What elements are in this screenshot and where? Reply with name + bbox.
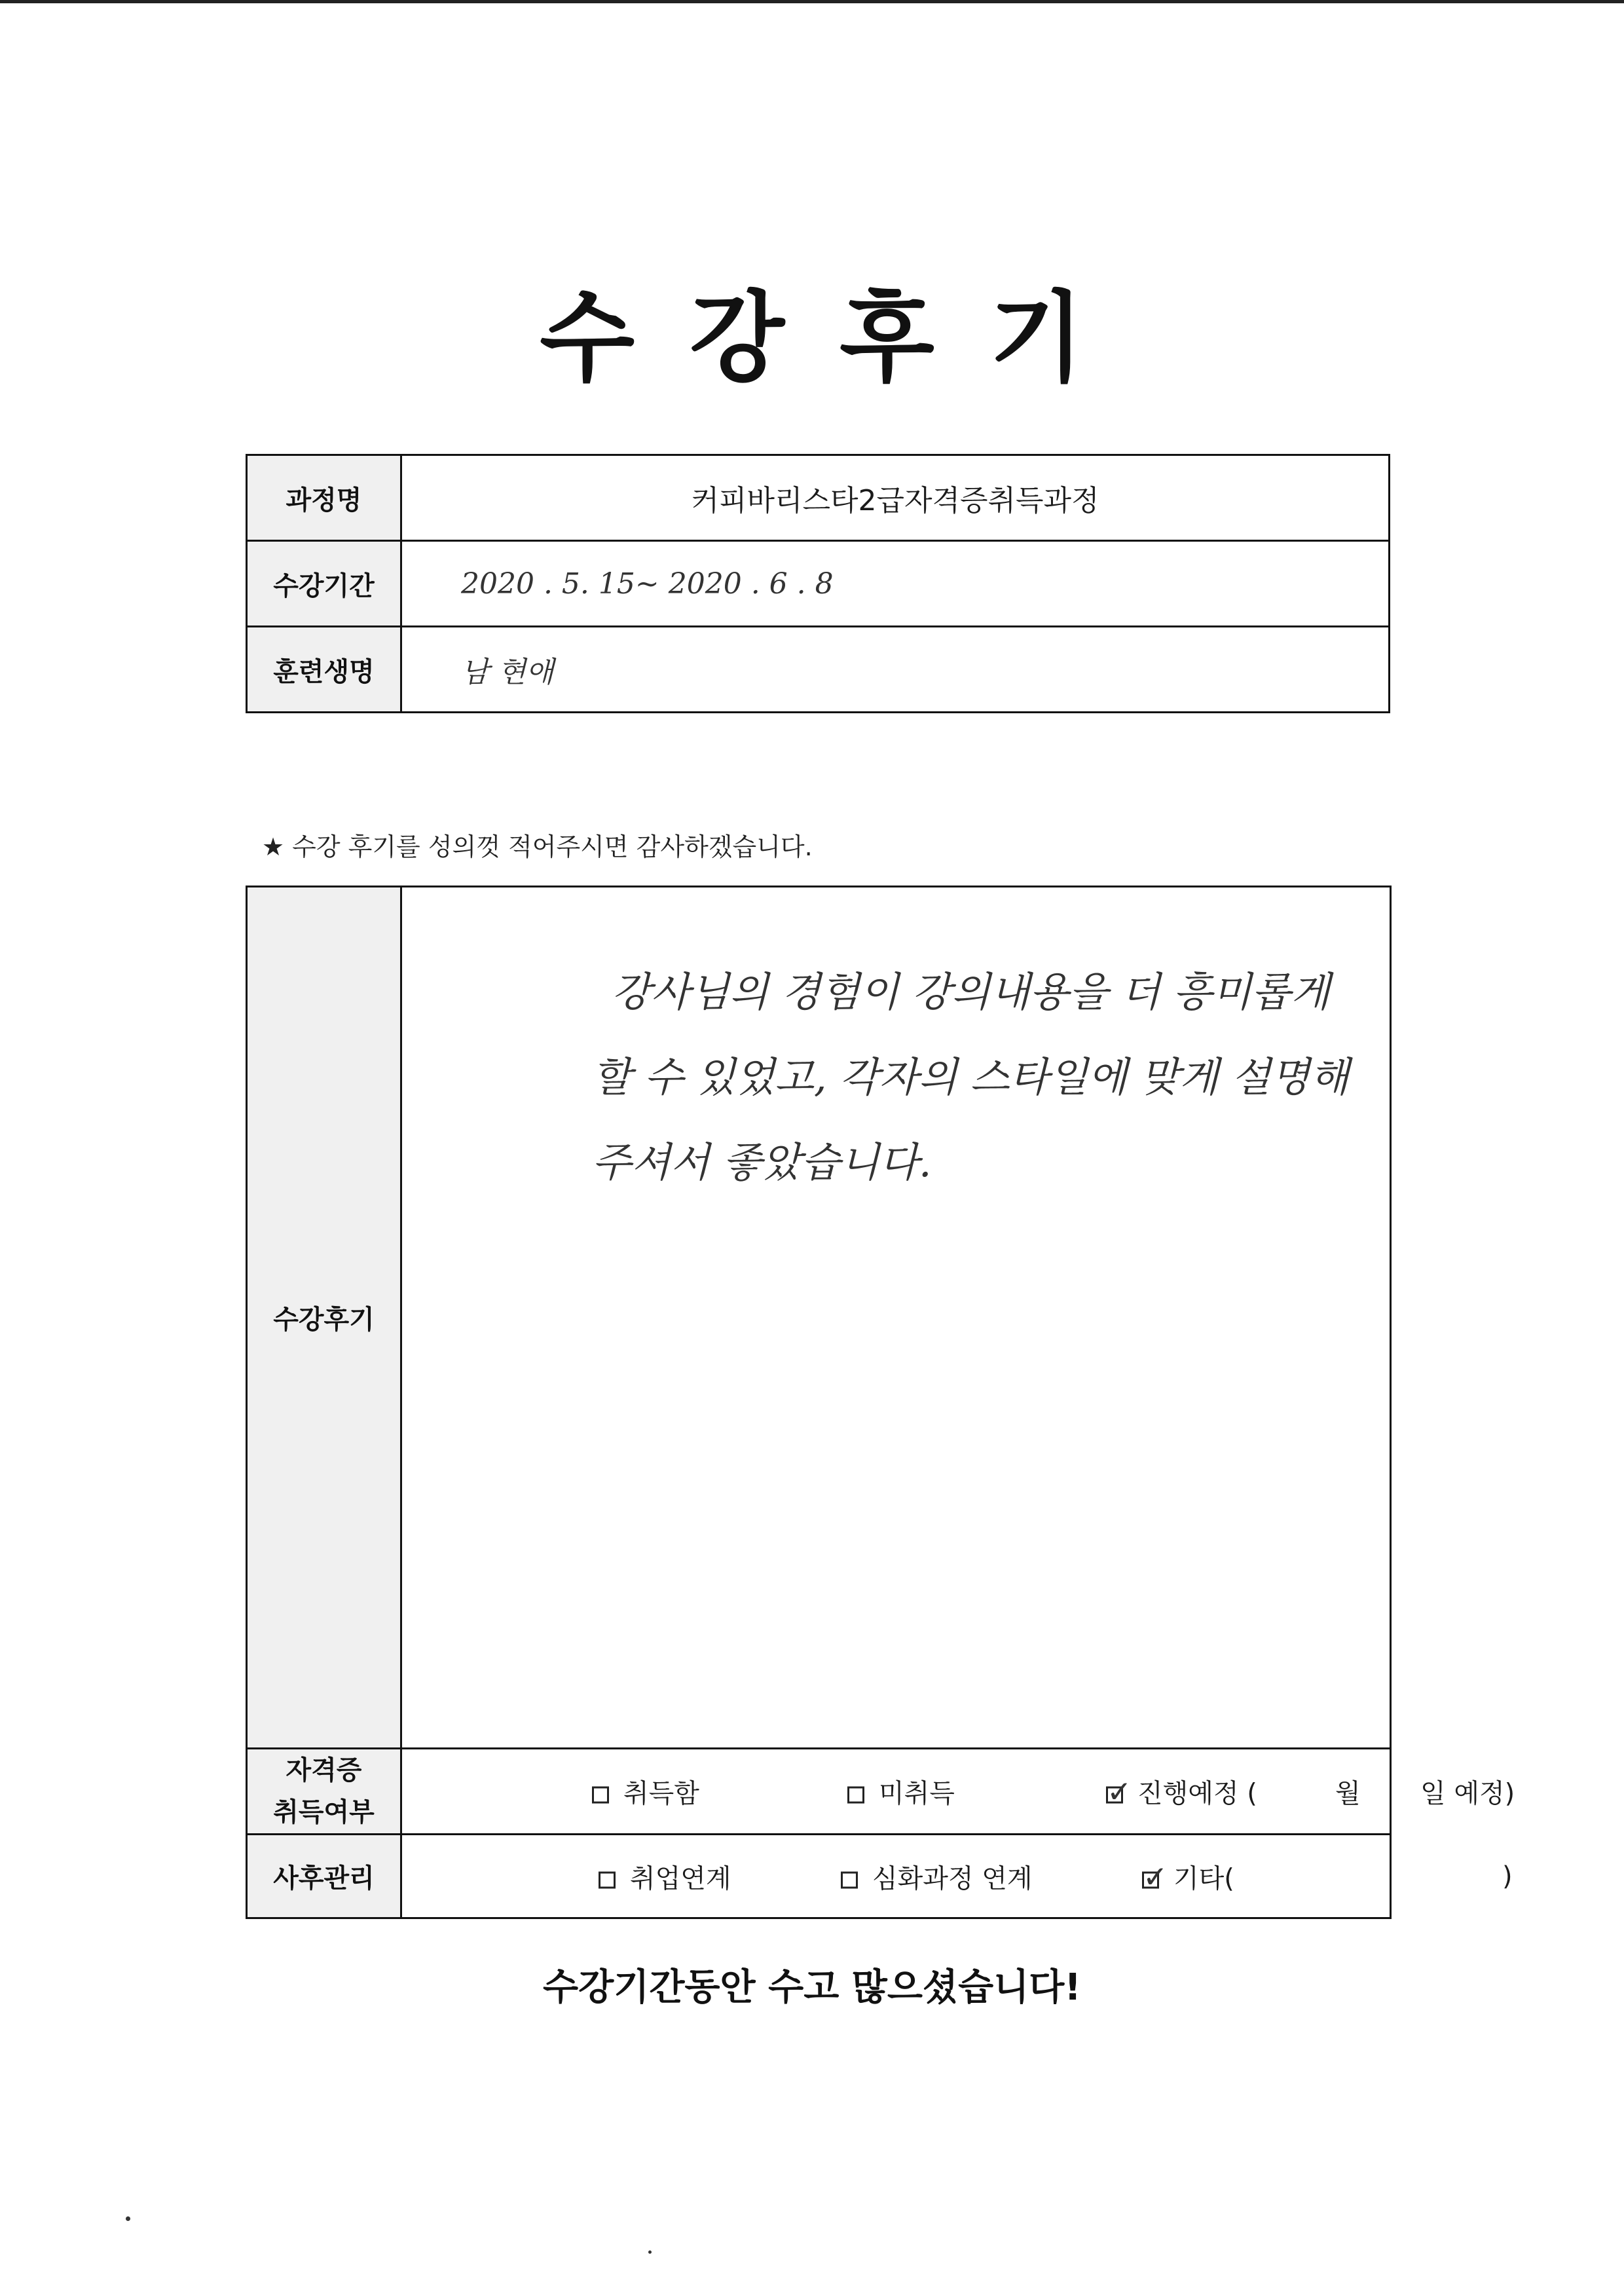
trainee-label: 훈련생명 (247, 627, 401, 713)
review-row (247, 887, 1391, 1749)
other-close-paren: ) (1502, 1861, 1513, 1892)
review-line: 주셔서 좋았습니다. (592, 1138, 932, 1186)
cert-option-label: 진행예정 ( (1137, 1778, 1257, 1809)
certification-options (401, 1749, 1515, 1835)
closing-message: 수강기간동안 수고 많으셨습니다! (543, 1966, 1081, 2009)
certification-label-line: 자격증 (286, 1755, 362, 1785)
cert-option-label: 미취득 (879, 1778, 955, 1809)
followup-option-label: 기타( (1173, 1863, 1234, 1894)
followup-options (401, 1835, 1513, 1918)
day-scheduled-text: 일 예정) (1420, 1778, 1515, 1809)
trainee-row (247, 627, 1390, 713)
cert-option-scheduled[interactable] (1106, 1773, 1257, 1810)
cert-option-acquired[interactable] (592, 1773, 699, 1810)
review-label: 수강후기 (247, 887, 401, 1749)
certification-label (247, 1749, 401, 1835)
followup-label: 사후관리 (247, 1835, 401, 1918)
course-row (247, 455, 1390, 541)
followup-row (247, 1835, 1391, 1918)
scan-speck (126, 2216, 130, 2221)
certification-row (247, 1749, 1391, 1835)
title-char: 기 (989, 282, 1084, 396)
month-text: 월 (1335, 1778, 1361, 1809)
checkbox-icon[interactable] (592, 1787, 609, 1804)
period-label: 수강기간 (247, 541, 401, 627)
instruction-note: ★ 수강 후기를 성의껏 적어주시면 감사하겠습니다. (262, 832, 813, 861)
followup-option-label: 심화과정 연계 (872, 1863, 1033, 1894)
review-table (246, 886, 1515, 1919)
page-title (0, 259, 1624, 400)
checkbox-icon[interactable] (841, 1871, 858, 1888)
title-char: 후 (840, 282, 934, 396)
scan-edge (0, 0, 1624, 3)
checkbox-icon[interactable] (1106, 1774, 1132, 1810)
scan-speck (648, 2250, 652, 2254)
checkbox-icon[interactable] (847, 1787, 864, 1804)
review-text-area[interactable] (401, 887, 1391, 1749)
course-label: 과정명 (247, 455, 401, 541)
course-info-table (246, 454, 1390, 713)
followup-option-other[interactable] (1142, 1857, 1234, 1895)
review-line: 강사님의 경험이 강의내용을 더 흥미롭게 (612, 968, 1330, 1016)
title-char: 수 (540, 282, 635, 396)
certification-label-line: 취득여부 (273, 1797, 375, 1827)
period-row (247, 541, 1390, 627)
checkbox-icon[interactable] (599, 1871, 616, 1888)
period-field[interactable]: 2020 . 5. 15~ 2020 . 6 . 8 (401, 541, 1390, 627)
checkbox-icon[interactable] (1142, 1859, 1168, 1894)
followup-option-advanced[interactable] (841, 1857, 1033, 1895)
checkmark-icon: ✓ (1143, 1859, 1168, 1894)
trainee-name-field[interactable]: 남 현애 (401, 627, 1390, 713)
course-name-field[interactable]: 커피바리스타2급자격증취득과정 (401, 455, 1390, 541)
checkmark-icon: ✓ (1107, 1774, 1132, 1810)
followup-option-employment[interactable] (599, 1857, 731, 1895)
cert-option-label: 취득함 (623, 1778, 699, 1809)
title-char: 강 (690, 282, 784, 396)
cert-option-not-acquired[interactable] (847, 1773, 955, 1810)
followup-option-label: 취업연계 (630, 1863, 731, 1894)
review-line: 할 수 있었고, 각자의 스타일에 맞게 설명해 (592, 1053, 1350, 1101)
